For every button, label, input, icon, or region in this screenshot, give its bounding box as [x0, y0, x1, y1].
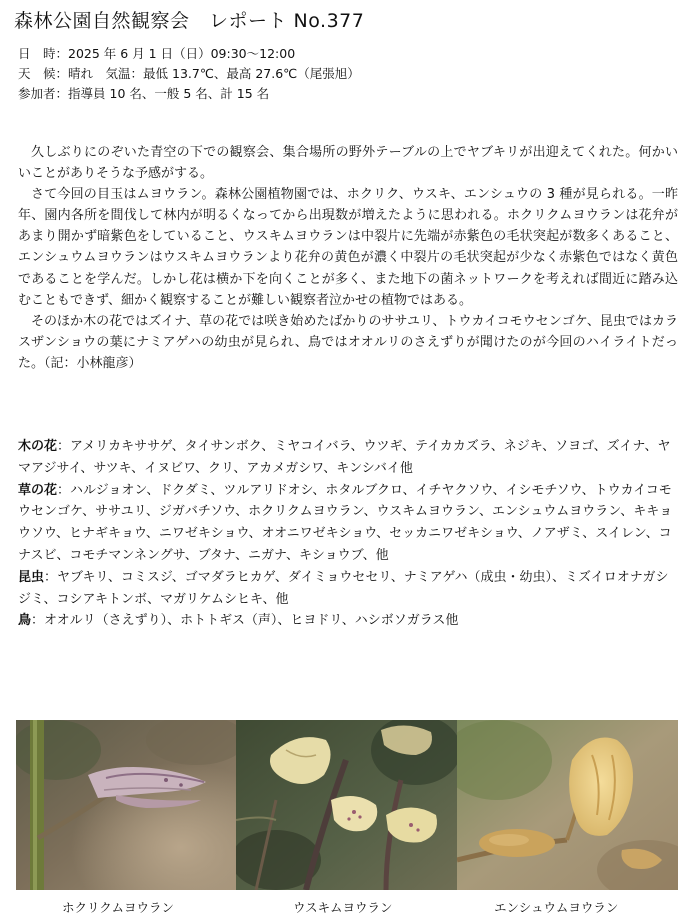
enshu-muyouran-photo: [457, 720, 678, 890]
report-paragraph: さて今回の目玉はムヨウラン。森林公園植物園では、ホクリク、ウスキ、エンシュウの 3 種が見られる。一昨年、園内各所を間伐して林内が明るくなってから出現数が増えたように思われる。ホクリクムヨウランは花弁があまり開かず暗紫色をしていること、ウスキムヨウランは中裂片に先端が赤紫色の毛状突起が数多くあること、エンシュウムヨウランはウスキムヨウランより花弁の黄色が濃く中裂片の毛状突起が少なく赤紫色ではなく黄色であることを学んだ。しかし花は横か下を向くことが多く、また地下の菌ネットワークを考えれば間近に踏み込むこともできず、細かく観察することが難しい観察者泣かせの植物ではある。: [18, 187, 678, 308]
tree-flowers-items: ：アメリカキササゲ、タイサンボク、ミヤコイバラ、ウツギ、テイカカズラ、ネジキ、ソヨゴ、ズイナ、ヤマアジサイ、サツキ、イヌビワ、クリ、アカメガシワ、キンシバイ他: [18, 439, 671, 476]
date-value: 2025 年 6 月 1 日（日）09:30〜12:00: [68, 46, 296, 61]
herb-flowers-label: 草の花: [18, 482, 58, 498]
insects-list: [18, 567, 678, 611]
participants-value: 指導員 10 名、一般 5 名、計 15 名: [68, 86, 270, 101]
weather-label: 天 候：: [18, 66, 69, 81]
participants-line: [18, 84, 269, 104]
birds-items: ：オオルリ（さえずり）、ホトトギス（声）、ヒヨドリ、ハシボソガラス他: [31, 613, 459, 629]
report-paragraph: 久しぶりにのぞいた青空の下での観察会、集合場所の野外テーブルの上でヤブキリが出迎えてくれた。何かいいことがありそうな予感がする。: [18, 145, 678, 182]
species-lists: [18, 436, 678, 632]
report-body: [18, 142, 678, 374]
birds-list: [18, 610, 678, 632]
date-line: [18, 44, 295, 64]
tree-flowers-label: 木の花: [18, 439, 58, 454]
weather-value: 晴れ 気温：最低 13.7℃、最高 27.6℃（尾張旭）: [68, 66, 360, 81]
participants-label: 参加者：: [18, 86, 69, 101]
page-title: 森林公園自然観察会 レポート No.377: [14, 10, 365, 32]
tree-flowers-list: [18, 436, 678, 480]
weather-line: [18, 64, 360, 84]
birds-label: 鳥: [18, 613, 32, 629]
photo-strip: [16, 720, 678, 890]
photo-caption: エンシュウムヨウラン: [494, 900, 619, 915]
date-label: 日 時：: [18, 46, 69, 61]
herb-flowers-list: [18, 480, 678, 567]
insects-label: 昆虫: [18, 569, 45, 585]
hokuriku-muyouran-photo: [16, 720, 236, 890]
report-paragraph: そのほか木の花ではズイナ、草の花では咲き始めたばかりのササユリ、トウカイコモウセンゴケ、昆虫ではカラスザンショウの葉にナミアゲハの幼虫が見られ、鳥ではオオルリのさえずりが聞けたのが今回のハイライトだった。（記：小林龍彦）: [18, 313, 678, 371]
usuki-muyouran-photo: [236, 720, 457, 890]
photo-caption: ホクリクムヨウラン: [62, 900, 175, 915]
herb-flowers-items: ：ハルジョオン、ドクダミ、ツルアリドオシ、ホタルブクロ、イチヤクソウ、イシモチソウ、トウカイコモウセンゴケ、ササユリ、ジガバチソウ、ホクリクムヨウラン、ウスキムヨウラン、エンシュウムヨウラン、キキョウソウ、ヒナギキョウ、ニワゼキショウ、オオニワゼキショウ、セッカニワゼキショウ、ノアザミ、スイレン、コナスビ、コモチマンネングサ、ブタナ、ニガナ、キショウブ、他: [18, 482, 673, 563]
photo-caption: ウスキムヨウラン: [293, 900, 393, 915]
insects-items: ：ヤブキリ、コミスジ、ゴマダラヒカゲ、ダイミョウセセリ、ナミアゲハ（成虫・幼虫）、ミズイロオナガシジミ、コシアキトンボ、マガリケムシヒキ、他: [18, 569, 669, 607]
